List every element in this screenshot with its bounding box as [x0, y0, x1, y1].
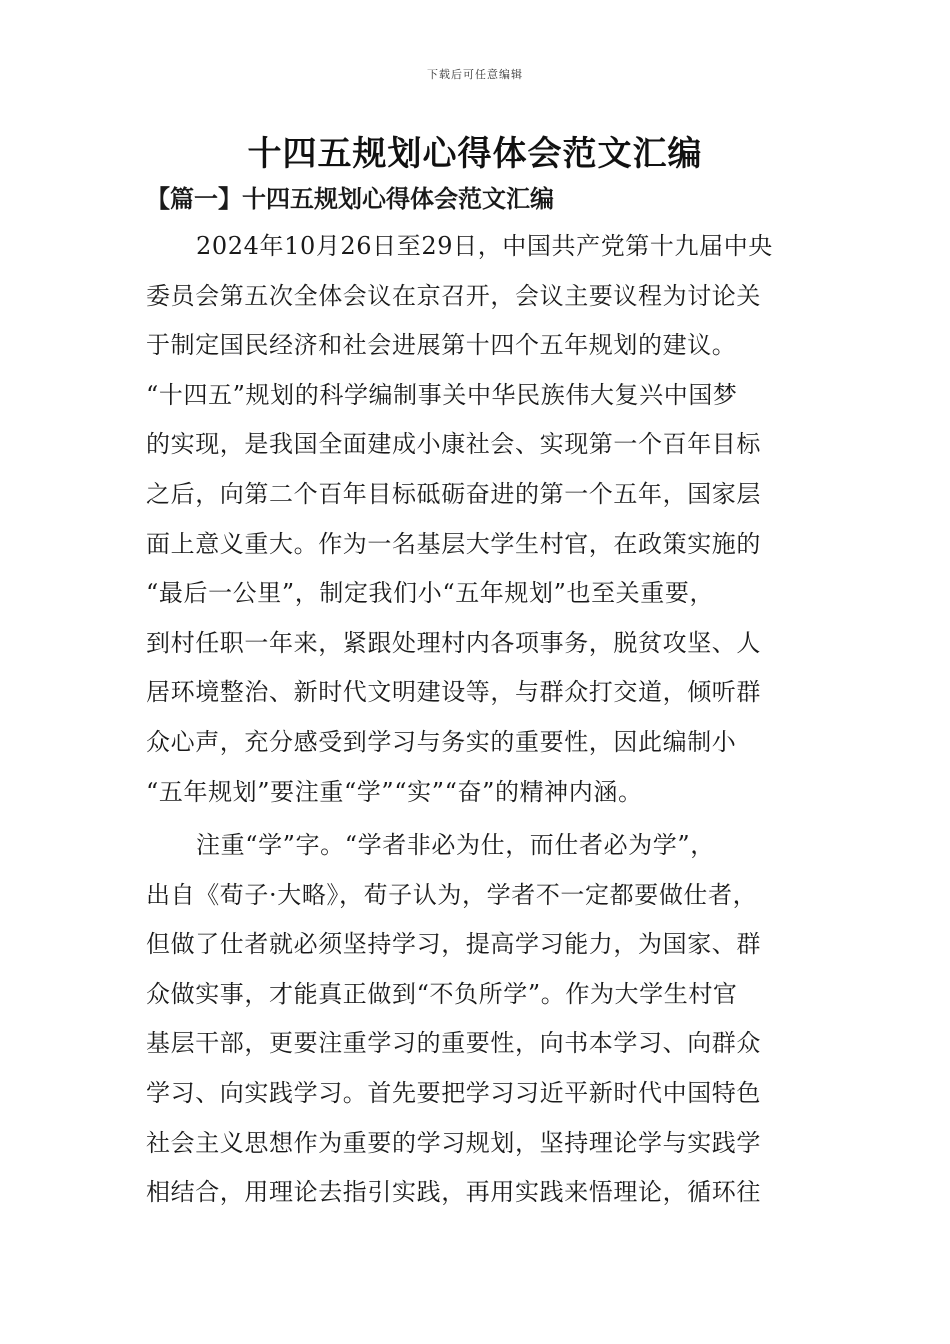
text-line: 但做了仕者就必须坚持学习，提高学习能力，为国家、群	[146, 930, 761, 959]
text-line: 面上意义重大。作为一名基层大学生村官，在政策实施的	[146, 529, 761, 558]
text-line: 出自《荀子·大略》，荀子认为，学者不一定都要做仕者，	[146, 880, 758, 909]
text-line: 众做实事，才能真正做到“不负所学”。作为大学生村官	[146, 979, 738, 1008]
text-line: 之后，向第二个百年目标砥砺奋进的第一个五年，国家层	[146, 479, 761, 508]
text-line: “五年规划”要注重“学”“实”“奋”的精神内涵。	[146, 777, 643, 806]
text-line: 居环境整治、新时代文明建设等，与群众打交道，倾听群	[146, 678, 761, 707]
text-line: 众心声，充分感受到学习与务实的重要性，因此编制小	[146, 727, 737, 756]
text-line: 注重“学”字。“学者非必为仕，而仕者必为学”，	[196, 831, 715, 859]
text-line: 相结合，用理论去指引实践，再用实践来悟理论，循环往	[146, 1178, 761, 1207]
paragraph-1	[146, 222, 816, 817]
header-note: 下载后可任意编辑	[427, 68, 523, 81]
text-line: 委员会第五次全体会议在京召开，会议主要议程为讨论关	[146, 281, 761, 310]
page-title: 十四五规划心得体会范文汇编	[247, 134, 703, 174]
text-line: “最后一公里”，制定我们小“五年规划”也至关重要，	[146, 579, 715, 608]
text-line: 到村任职一年来，紧跟处理村内各项事务，脱贫攻坚、人	[146, 628, 761, 657]
text-line: 的实现，是我国全面建成小康社会、实现第一个百年目标	[146, 430, 761, 459]
section-heading: 【篇一】十四五规划心得体会范文汇编	[146, 184, 554, 213]
text-line: “十四五”规划的科学编制事关中华民族伟大复兴中国梦	[146, 380, 738, 409]
text-line: 学习、向实践学习。首先要把学习习近平新时代中国特色	[146, 1078, 761, 1107]
text-line: 于制定国民经济和社会进展第十四个五年规划的建议。	[146, 331, 737, 360]
text-line: 2024年10月26日至29日，中国共产党第十九届中央	[196, 232, 773, 260]
paragraph-2	[146, 821, 816, 1218]
text-line: 社会主义思想作为重要的学习规划，坚持理论学与实践学	[146, 1128, 761, 1157]
text-line: 基层干部，更要注重学习的重要性，向书本学习、向群众	[146, 1029, 761, 1058]
